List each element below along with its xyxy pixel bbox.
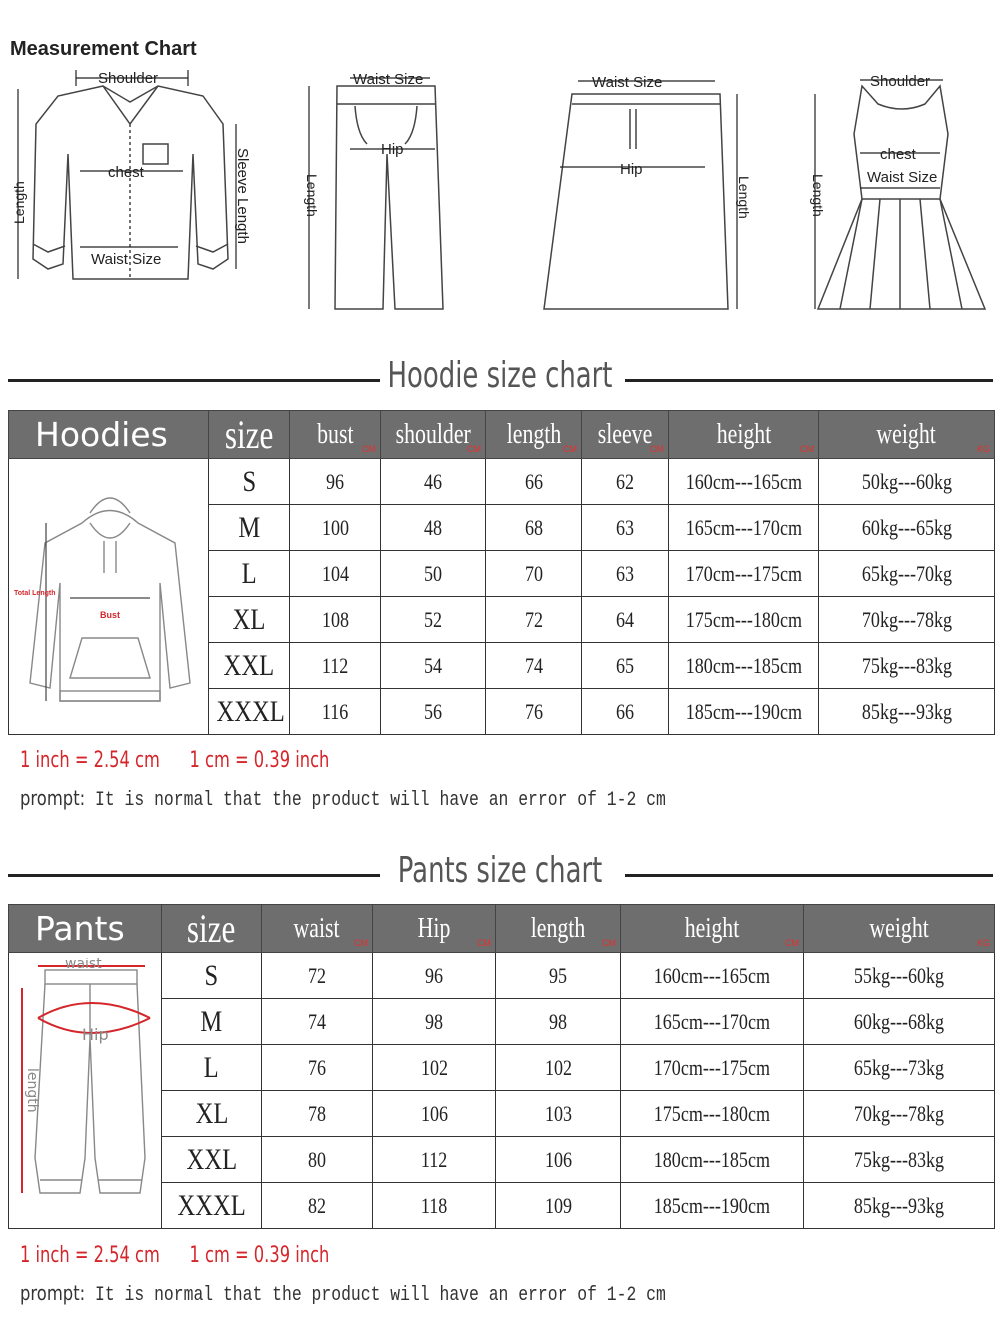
shirt-shoulder-label: Shoulder: [98, 70, 159, 87]
hoodie-col-bust: bust CM: [290, 411, 381, 459]
pants-col-hip: Hip CM: [373, 905, 496, 953]
pants-cell: 112: [373, 1137, 496, 1183]
hoodie-cell: 52: [381, 597, 486, 643]
hoodie-col-label: Hoodies: [9, 411, 209, 459]
pants-cell: 165cm---170cm: [621, 999, 804, 1045]
pants-illustration: [10, 958, 161, 1218]
dress-length-label: Length: [810, 174, 826, 217]
shirt-sleeve-length-label: Sleeve Length: [234, 148, 251, 244]
pants-cell: 74: [262, 999, 373, 1045]
hoodie-col-sleeve: sleeve CM: [582, 411, 669, 459]
hoodie-cell: L: [209, 551, 290, 597]
pants-header-row: [9, 905, 995, 953]
hoodie-cell: 65: [582, 643, 669, 689]
shirt-length-label: Length: [11, 181, 27, 224]
hoodie-cell: 160cm---165cm: [669, 459, 819, 505]
pants-cell: 85kg---93kg: [804, 1183, 995, 1229]
pants-cell: 80: [262, 1137, 373, 1183]
hoodie-heading-text: Hoodie size chart: [387, 355, 613, 396]
hoodie-cell: 70: [486, 551, 582, 597]
pants-col-length: length CM: [496, 905, 621, 953]
pants-size-table: [8, 904, 995, 1229]
pants-waist-label: waist: [64, 957, 102, 972]
pants-heading: [0, 850, 1000, 900]
hoodie-size-table: [8, 410, 995, 735]
prompt-label: prompt:: [20, 1281, 86, 1305]
pants-cell: 95: [496, 953, 621, 999]
pants-cell: L: [162, 1045, 262, 1091]
measurement-chart-title: Measurement Chart: [10, 38, 197, 60]
hoodie-conversion: [20, 748, 329, 773]
hoodie-header-row: [9, 411, 995, 459]
pants-col-weight: weight KG: [804, 905, 995, 953]
pants-cell: M: [162, 999, 262, 1045]
pants-cell: 98: [496, 999, 621, 1045]
pants-col-height: height CM: [621, 905, 804, 953]
hoodie-illustration: [10, 463, 208, 725]
pants-cell: 160cm---165cm: [621, 953, 804, 999]
pants-cell: 175cm---180cm: [621, 1091, 804, 1137]
trousers-hip-label: Hip: [381, 141, 404, 158]
hoodie-cell: S: [209, 459, 290, 505]
hoodie-cell: 68: [486, 505, 582, 551]
pants-conversion: [20, 1243, 329, 1268]
hoodie-cell: 65kg---70kg: [819, 551, 995, 597]
skirt-waist-label: Waist Size: [592, 74, 663, 91]
trousers-length-label: Length: [304, 174, 320, 217]
hoodie-cell: M: [209, 505, 290, 551]
pants-cell: 96: [373, 953, 496, 999]
hoodie-cell: 74: [486, 643, 582, 689]
hoodie-cell: 175cm---180cm: [669, 597, 819, 643]
pants-cell: 72: [262, 953, 373, 999]
pants-cell: 180cm---185cm: [621, 1137, 804, 1183]
pants-col-waist: waist CM: [262, 905, 373, 953]
hoodie-col-weight: weight KG: [819, 411, 995, 459]
pants-cell: XXXL: [162, 1183, 262, 1229]
conversion-cm-to-inch: 1 cm = 0.39 inch: [189, 1243, 330, 1268]
skirt-length-label: Length: [736, 176, 752, 219]
hoodie-col-length: length CM: [486, 411, 582, 459]
hoodie-cell: 96: [290, 459, 381, 505]
hoodie-cell: 63: [582, 551, 669, 597]
pants-cell: XXL: [162, 1137, 262, 1183]
hoodie-total-length-label: Total Length: [13, 589, 55, 597]
pants-cell: 60kg---68kg: [804, 999, 995, 1045]
hoodie-col-height: height CM: [669, 411, 819, 459]
hoodie-prompt: [20, 786, 666, 812]
pants-col-label: Pants: [9, 905, 162, 953]
hoodie-cell: 60kg---65kg: [819, 505, 995, 551]
hoodie-cell: 108: [290, 597, 381, 643]
hoodie-bust-label: Bust: [99, 609, 120, 620]
pants-cell: S: [162, 953, 262, 999]
hoodie-cell: 48: [381, 505, 486, 551]
hoodie-cell: 104: [290, 551, 381, 597]
hoodie-cell: 50kg---60kg: [819, 459, 995, 505]
hoodie-cell: 63: [582, 505, 669, 551]
pants-image-cell: [9, 953, 162, 1229]
pants-heading-text: Pants size chart: [397, 850, 603, 891]
shirt-waist-label: Waist Size: [91, 251, 162, 268]
hoodie-cell: 56: [381, 689, 486, 735]
hoodie-cell: 66: [582, 689, 669, 735]
hoodie-cell: 165cm---170cm: [669, 505, 819, 551]
prompt-text: It is normal that the product will have an error of 1-2 cm: [95, 1284, 666, 1307]
pants-cell: 75kg---83kg: [804, 1137, 995, 1183]
pants-cell: 55kg---60kg: [804, 953, 995, 999]
hoodie-cell: 112: [290, 643, 381, 689]
hoodie-cell: 64: [582, 597, 669, 643]
conversion-inch-to-cm: 1 inch = 2.54 cm: [20, 748, 160, 773]
pants-cell: 82: [262, 1183, 373, 1229]
hoodie-cell: 100: [290, 505, 381, 551]
conversion-inch-to-cm: 1 inch = 2.54 cm: [20, 1243, 160, 1268]
hoodie-cell: 46: [381, 459, 486, 505]
hoodie-cell: 66: [486, 459, 582, 505]
prompt-label: prompt:: [20, 786, 86, 810]
hoodie-cell: XL: [209, 597, 290, 643]
pants-col-size: size: [162, 905, 262, 953]
dress-waist-label: Waist Size: [867, 169, 938, 186]
hoodie-cell: 72: [486, 597, 582, 643]
hoodie-cell: 54: [381, 643, 486, 689]
pants-cell: 109: [496, 1183, 621, 1229]
hoodie-cell: 85kg---93kg: [819, 689, 995, 735]
hoodie-col-shoulder: shoulder CM: [381, 411, 486, 459]
pants-cell: 65kg---73kg: [804, 1045, 995, 1091]
hoodie-cell: 180cm---185cm: [669, 643, 819, 689]
hoodie-image-cell: [9, 459, 209, 735]
pants-cell: 106: [496, 1137, 621, 1183]
pants-cell: 185cm---190cm: [621, 1183, 804, 1229]
dress-chest-label: chest: [880, 146, 916, 163]
pants-cell: 170cm---175cm: [621, 1045, 804, 1091]
conversion-cm-to-inch: 1 cm = 0.39 inch: [189, 748, 330, 773]
hoodie-cell: 50: [381, 551, 486, 597]
hoodie-col-size: size: [209, 411, 290, 459]
hoodie-cell: 70kg---78kg: [819, 597, 995, 643]
hoodie-heading: [0, 355, 1000, 405]
pants-row-s: [9, 953, 995, 999]
shirt-chest-label: chest: [108, 164, 144, 181]
pants-cell: 102: [373, 1045, 496, 1091]
pants-cell: 102: [496, 1045, 621, 1091]
pants-cell: 76: [262, 1045, 373, 1091]
dress-diagram: [800, 64, 990, 324]
hoodie-cell: 116: [290, 689, 381, 735]
hoodie-cell: 75kg---83kg: [819, 643, 995, 689]
pants-cell: 78: [262, 1091, 373, 1137]
prompt-text: It is normal that the product will have an error of 1-2 cm: [95, 789, 666, 812]
trousers-waist-label: Waist Size: [353, 71, 424, 88]
hoodie-cell: 76: [486, 689, 582, 735]
hoodie-cell: 185cm---190cm: [669, 689, 819, 735]
pants-cell: 98: [373, 999, 496, 1045]
pants-cell: 103: [496, 1091, 621, 1137]
shirt-diagram: [8, 64, 253, 309]
pants-length-label: length: [23, 1067, 40, 1113]
trousers-diagram: [295, 64, 465, 319]
pants-hip-label: Hip: [81, 1024, 109, 1044]
hoodie-row-s: [9, 459, 995, 505]
skirt-diagram: [530, 64, 760, 319]
pants-cell: XL: [162, 1091, 262, 1137]
pants-cell: 70kg---78kg: [804, 1091, 995, 1137]
pants-prompt: [20, 1281, 666, 1307]
pants-cell: 106: [373, 1091, 496, 1137]
skirt-hip-label: Hip: [620, 161, 643, 178]
hoodie-cell: 62: [582, 459, 669, 505]
hoodie-cell: XXXL: [209, 689, 290, 735]
pants-cell: 118: [373, 1183, 496, 1229]
dress-shoulder-label: Shoulder: [870, 73, 931, 90]
hoodie-cell: XXL: [209, 643, 290, 689]
hoodie-cell: 170cm---175cm: [669, 551, 819, 597]
